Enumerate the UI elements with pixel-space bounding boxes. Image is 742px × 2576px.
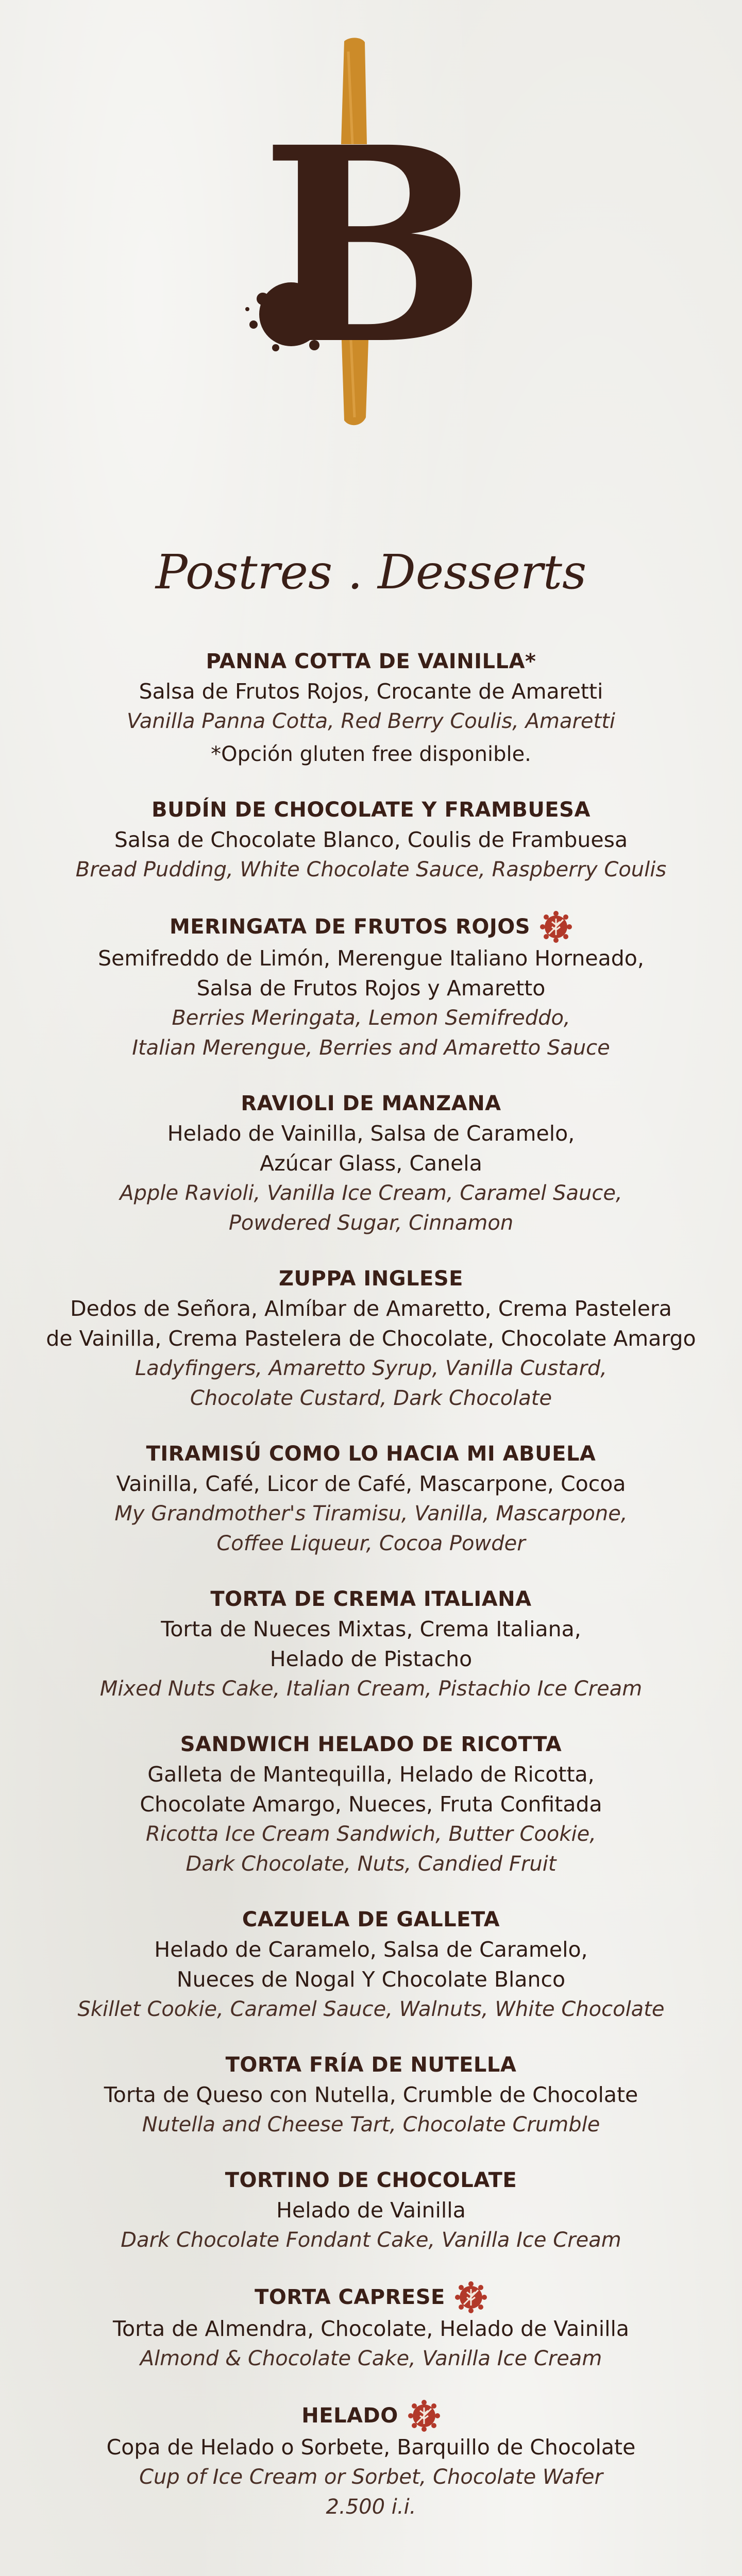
menu-item-title: SANDWICH HELADO DE RICOTTA [180, 1733, 562, 1756]
menu-item-description-en: Mixed Nuts Cake, Italian Cream, Pistachio Ice Cream [99, 1677, 643, 1701]
menu-item-description-es: Vainilla, Café, Licor de Café, Mascarpone, Cocoa [116, 1471, 626, 1496]
menu-item-description-en: Skillet Cookie, Caramel Sauce, Walnuts, White Chocolate [77, 1997, 665, 2021]
gluten-free-badge-icon [454, 2281, 487, 2314]
brand-logo [227, 36, 515, 428]
menu-item-description-es: Torta de Nueces Mixtas, Crema Italiana, Helado de Pistacho [161, 1617, 581, 1671]
menu-item-description-es: Copa de Helado o Sorbete, Barquillo de Chocolate [106, 2435, 636, 2460]
item-spacer [0, 1413, 742, 1439]
menu-item-note: *Opción gluten free disponible. [211, 742, 531, 766]
menu-item-description-en: Cup of Ice Cream or Sorbet, Chocolate Wafer 2.500 i.i. [139, 2465, 603, 2519]
menu-item-description-es: Helado de Vainilla, Salsa de Caramelo, Azúcar Glass, Canela [167, 1121, 575, 1176]
item-spacer [0, 2024, 742, 2050]
menu-item [0, 1089, 742, 1238]
menu-item [0, 2050, 742, 2140]
item-spacer [0, 1063, 742, 1089]
item-spacer [0, 1879, 742, 1905]
menu-item-description-en: Ricotta Ice Cream Sandwich, Butter Cookie, Dark Chocolate, Nuts, Candied Fruit [146, 1822, 596, 1876]
menu-item-description-es: Helado de Vainilla [276, 2198, 466, 2223]
menu-item-description-es: Salsa de Frutos Rojos, Crocante de Amaretti [139, 679, 603, 704]
menu-item-title: TORTA DE CREMA ITALIANA [210, 1587, 532, 1611]
menu-title-text: Postres . Desserts [155, 545, 587, 600]
menu-item-description-en: Vanilla Panna Cotta, Red Berry Coulis, Amaretti [127, 709, 615, 733]
menu-item-description-es: Torta de Almendra, Chocolate, Helado de Vainilla [112, 2316, 630, 2341]
menu-item-description-en: Dark Chocolate Fondant Cake, Vanilla Ice Cream [121, 2228, 621, 2252]
dessert-list [0, 647, 742, 2522]
menu-item [0, 1584, 742, 1704]
menu-item-description-es: Torta de Queso con Nutella, Crumble de Chocolate [104, 2082, 638, 2107]
menu-item [0, 1730, 742, 1879]
menu-item-description-es: Helado de Caramelo, Salsa de Caramelo, Nueces de Nogal Y Chocolate Blanco [154, 1937, 588, 1992]
menu-item [0, 647, 742, 769]
menu-item-title: BUDÍN DE CHOCOLATE Y FRAMBUESA [151, 798, 591, 822]
menu-item [0, 2281, 742, 2374]
menu-item-title: MERINGATA DE FRUTOS ROJOS [169, 915, 531, 939]
menu-item-description-en: Berries Meringata, Lemon Semifreddo, Italian Merengue, Berries and Amaretto Sauce [132, 1006, 610, 1060]
menu-item-title: PANNA COTTA DE VAINILLA* [206, 650, 536, 673]
menu-item-description-en: Apple Ravioli, Vanilla Ice Cream, Caramel Sauce, Powdered Sugar, Cinnamon [120, 1181, 622, 1235]
menu-item-title: HELADO [301, 2404, 398, 2428]
item-spacer [0, 2374, 742, 2399]
menu-item-title: TORTA CAPRESE [255, 2285, 445, 2309]
item-spacer [0, 2255, 742, 2281]
menu-item [0, 1264, 742, 1413]
menu-item-description-en: Bread Pudding, White Chocolate Sauce, Raspberry Coulis [75, 858, 667, 882]
menu-item-description-es: Galleta de Mantequilla, Helado de Ricotta, Chocolate Amargo, Nueces, Fruta Confitada [140, 1762, 602, 1817]
item-spacer [0, 1704, 742, 1730]
menu-item [0, 795, 742, 885]
item-spacer [0, 1558, 742, 1584]
menu-item-description-en: Nutella and Cheese Tart, Chocolate Crumble [142, 2113, 600, 2137]
gluten-free-badge-icon [539, 910, 572, 943]
menu-item [0, 2399, 742, 2522]
item-spacer [0, 2140, 742, 2165]
menu-item-title: ZUPPA INGLESE [279, 1267, 463, 1291]
menu-item-description-es: Dedos de Señora, Almíbar de Amaretto, Crema Pastelera de Vainilla, Crema Pastelera de Chocolate, Chocolate Amargo [46, 1296, 696, 1351]
menu-item [0, 910, 742, 1063]
menu-item-title: RAVIOLI DE MANZANA [241, 1092, 501, 1115]
menu-item-description-en: Almond & Chocolate Cake, Vanilla Ice Cream [140, 2347, 602, 2370]
item-spacer [0, 885, 742, 910]
menu-item-title: CAZUELA DE GALLETA [242, 1908, 500, 1931]
menu-item-description-es: Semifreddo de Limón, Merengue Italiano Horneado, Salsa de Frutos Rojos y Amaretto [98, 946, 644, 1001]
logo-letter: B [260, 89, 487, 403]
menu-item-title: TORTA FRÍA DE NUTELLA [225, 2053, 517, 2077]
menu-item-description-es: Salsa de Chocolate Blanco, Coulis de Frambuesa [114, 827, 628, 852]
menu-title [0, 531, 742, 613]
logo-icon [227, 36, 515, 428]
gluten-free-badge-icon [408, 2399, 441, 2432]
menu-item-title: TIRAMISÚ COMO LO HACIA MI ABUELA [146, 1442, 596, 1466]
menu-item-description-en: My Grandmother's Tiramisu, Vanilla, Mascarpone, Coffee Liqueur, Cocoa Powder [114, 1502, 628, 1555]
menu-item [0, 1905, 742, 2024]
item-spacer [0, 1238, 742, 1264]
menu-item-description-en: Ladyfingers, Amaretto Syrup, Vanilla Custard, Chocolate Custard, Dark Chocolate [135, 1357, 607, 1410]
menu-item [0, 2165, 742, 2255]
item-spacer [0, 769, 742, 795]
menu-item [0, 1439, 742, 1558]
menu-item-title: TORTINO DE CHOCOLATE [225, 2168, 517, 2192]
